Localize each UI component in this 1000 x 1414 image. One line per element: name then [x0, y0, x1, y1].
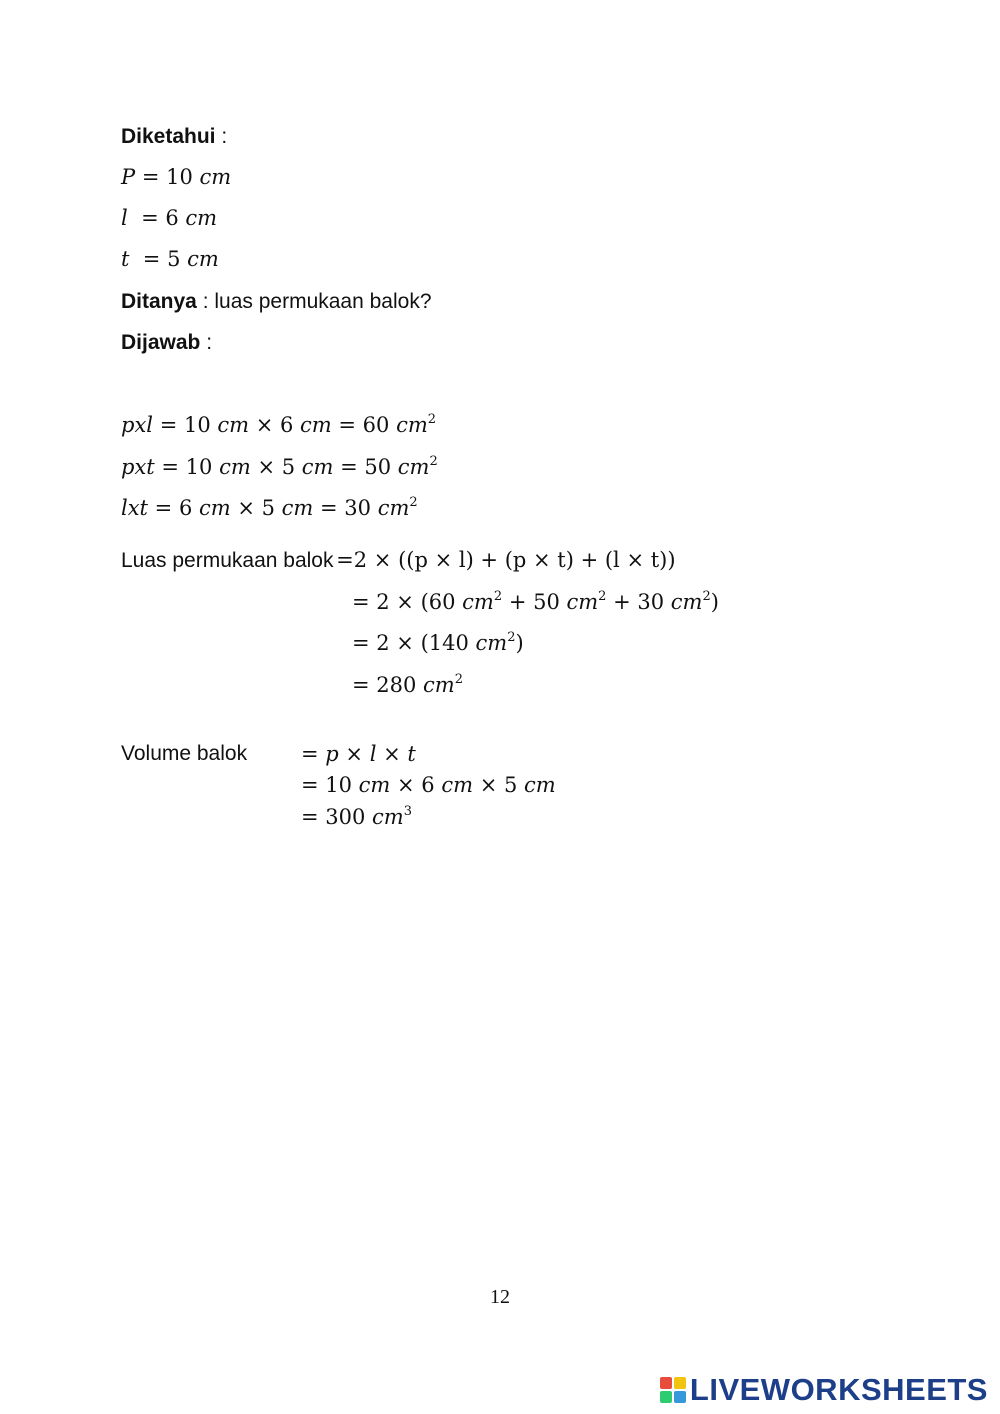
logo-square [674, 1391, 686, 1403]
volume-step-1: = p × l × t [301, 742, 416, 766]
t-value: = 5 cm [129, 247, 219, 271]
surface-exp: 2 [702, 589, 711, 604]
face-lhs: pxt [121, 455, 155, 479]
question-text: : luas permukaan balok? [196, 290, 432, 313]
answer-colon: : [200, 331, 213, 354]
surface-line-1 [121, 546, 676, 575]
surface-exp: 2 [507, 630, 516, 645]
known-label: Diketahui [121, 125, 216, 148]
surface-label: Luas permukaan balok [121, 549, 334, 572]
volume-exp: 3 [403, 804, 412, 819]
surface-step-1: =2 × ((p × l) + (p × t) + (l × t)) [336, 548, 676, 572]
volume-step-2: = 10 cm × 6 cm × 5 cm [301, 773, 556, 797]
surface-exp: 2 [493, 589, 503, 604]
face-lhs: lxt [121, 496, 148, 520]
logo-square [660, 1391, 672, 1403]
question-line [121, 287, 432, 316]
known-t [121, 245, 219, 273]
liveworksheets-watermark [660, 1372, 988, 1408]
surface-step-2d: ) [710, 590, 719, 614]
known-l [121, 204, 217, 232]
l-variable: l [121, 206, 128, 230]
page-number: 12 [490, 1286, 510, 1308]
volume-label: Volume balok [121, 742, 248, 765]
surface-line-4 [352, 671, 463, 699]
face-pxt [121, 453, 438, 481]
face-expr: = 6 cm × 5 cm = 30 cm [148, 496, 410, 520]
face-exp: 2 [429, 454, 438, 469]
surface-step-2b: + 50 cm [502, 590, 599, 614]
known-colon: : [215, 125, 228, 148]
surface-step-2a: = 2 × (60 cm [352, 590, 494, 614]
face-pxl [121, 411, 436, 439]
volume-step-3: = 300 cm [301, 805, 404, 829]
surface-step-2c: + 30 cm [606, 590, 703, 614]
answer-label: Dijawab [121, 331, 201, 354]
surface-step-3b: ) [515, 631, 524, 655]
surface-line-3 [352, 629, 524, 657]
watermark-text: LIVEWORKSHEETS [689, 1372, 988, 1407]
face-expr: = 10 cm × 6 cm = 60 cm [153, 413, 428, 437]
face-expr: = 10 cm × 5 cm = 50 cm [154, 455, 430, 479]
liveworksheets-logo-icon [660, 1377, 686, 1403]
logo-square [660, 1377, 672, 1389]
logo-square [674, 1377, 686, 1389]
l-value: = 6 cm [127, 206, 218, 230]
answer-heading [121, 328, 212, 357]
face-exp: 2 [427, 412, 437, 427]
known-heading [121, 122, 227, 151]
surface-exp: 2 [454, 672, 463, 687]
t-variable: t [121, 247, 130, 271]
surface-step-3a: = 2 × (140 cm [352, 631, 508, 655]
surface-line-2 [352, 588, 719, 616]
p-value: = 10 cm [135, 165, 232, 189]
volume-line-3 [301, 803, 412, 831]
surface-exp: 2 [598, 589, 607, 604]
question-label: Ditanya [121, 290, 197, 313]
p-variable: P [121, 165, 136, 189]
surface-step-4: = 280 cm [352, 673, 455, 697]
face-lxt [121, 494, 418, 522]
face-exp: 2 [409, 495, 418, 510]
face-lhs: pxl [121, 413, 154, 437]
known-p [121, 163, 231, 191]
